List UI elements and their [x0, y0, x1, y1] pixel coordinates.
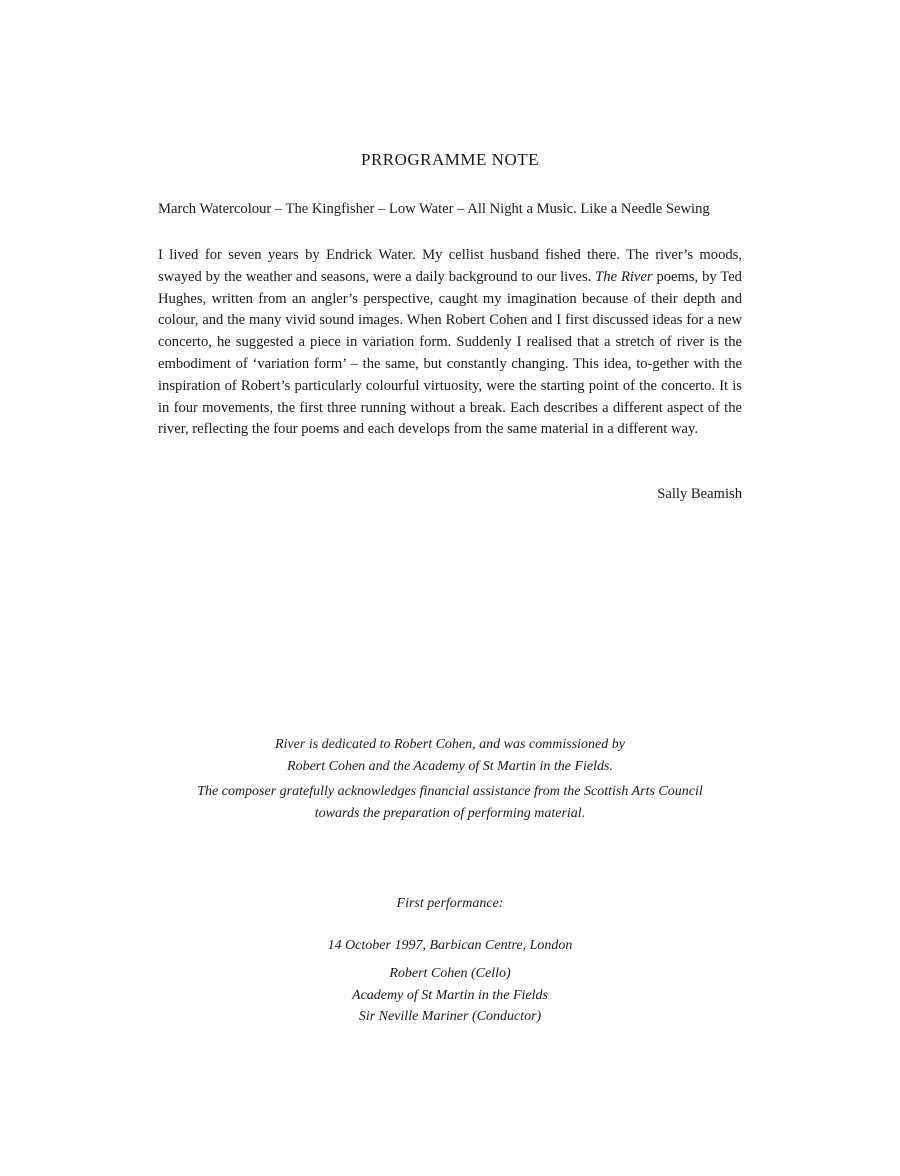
composer-signature: Sally Beamish [657, 486, 742, 502]
note-text-part2: poems, by Ted Hughes, written from an angler’s perspective, caught my imagination because of their depth and colour, and the many vivid sound images. When Robert Cohen and I first discussed ideas for a new concerto, he suggested a piece in variation form. Suddenly I realised that a stretch of river is the embodiment of ‘variation form’ – the same, but constantly changing. This idea, to-gether with the inspiration of Robert’s particularly colourful virtuosity, were the starting point of the concerto. It is in four movements, the first three running without a break. Each describes a different aspect of the river, reflecting the four poems and each develops from the same material in a different way. [158, 268, 742, 438]
dedication [0, 734, 900, 777]
dedication-line-2: Robert Cohen and the Academy of St Martin in the Fields. [287, 758, 613, 774]
dedication-line-1: River is dedicated to Robert Cohen, and was commissioned by [275, 737, 625, 752]
performer-cello: Robert Cohen (Cello) [389, 966, 511, 981]
acknowledgement [0, 781, 900, 824]
note-italic-title: The River [595, 268, 653, 285]
acknowledgement-line-2: towards the preparation of performing material. [314, 805, 586, 821]
acknowledgement-line-1: The composer gratefully acknowledges financial assistance from the Scottish Arts Council [197, 784, 703, 799]
movements-list: March Watercolour – The Kingfisher – Low Water – All Night a Music. Like a Needle Sewing [158, 201, 710, 217]
first-performance-heading: First performance: [396, 896, 504, 911]
note-text-part1: I lived for seven years by Endrick Water. My cellist husband fished there. The river’s moods, swayed by the weather and seasons, were a daily background to our lives. [158, 247, 742, 285]
performer-conductor: Sir Neville Mariner (Conductor) [358, 1009, 542, 1024]
first-performance-performers [0, 963, 900, 1028]
first-performance-date-venue: 14 October 1997, Barbican Centre, London [327, 938, 573, 953]
programme-note-body [158, 245, 742, 441]
performer-orchestra: Academy of St Martin in the Fields [352, 987, 548, 1003]
page-title: PRROGRAMME NOTE [361, 150, 539, 169]
